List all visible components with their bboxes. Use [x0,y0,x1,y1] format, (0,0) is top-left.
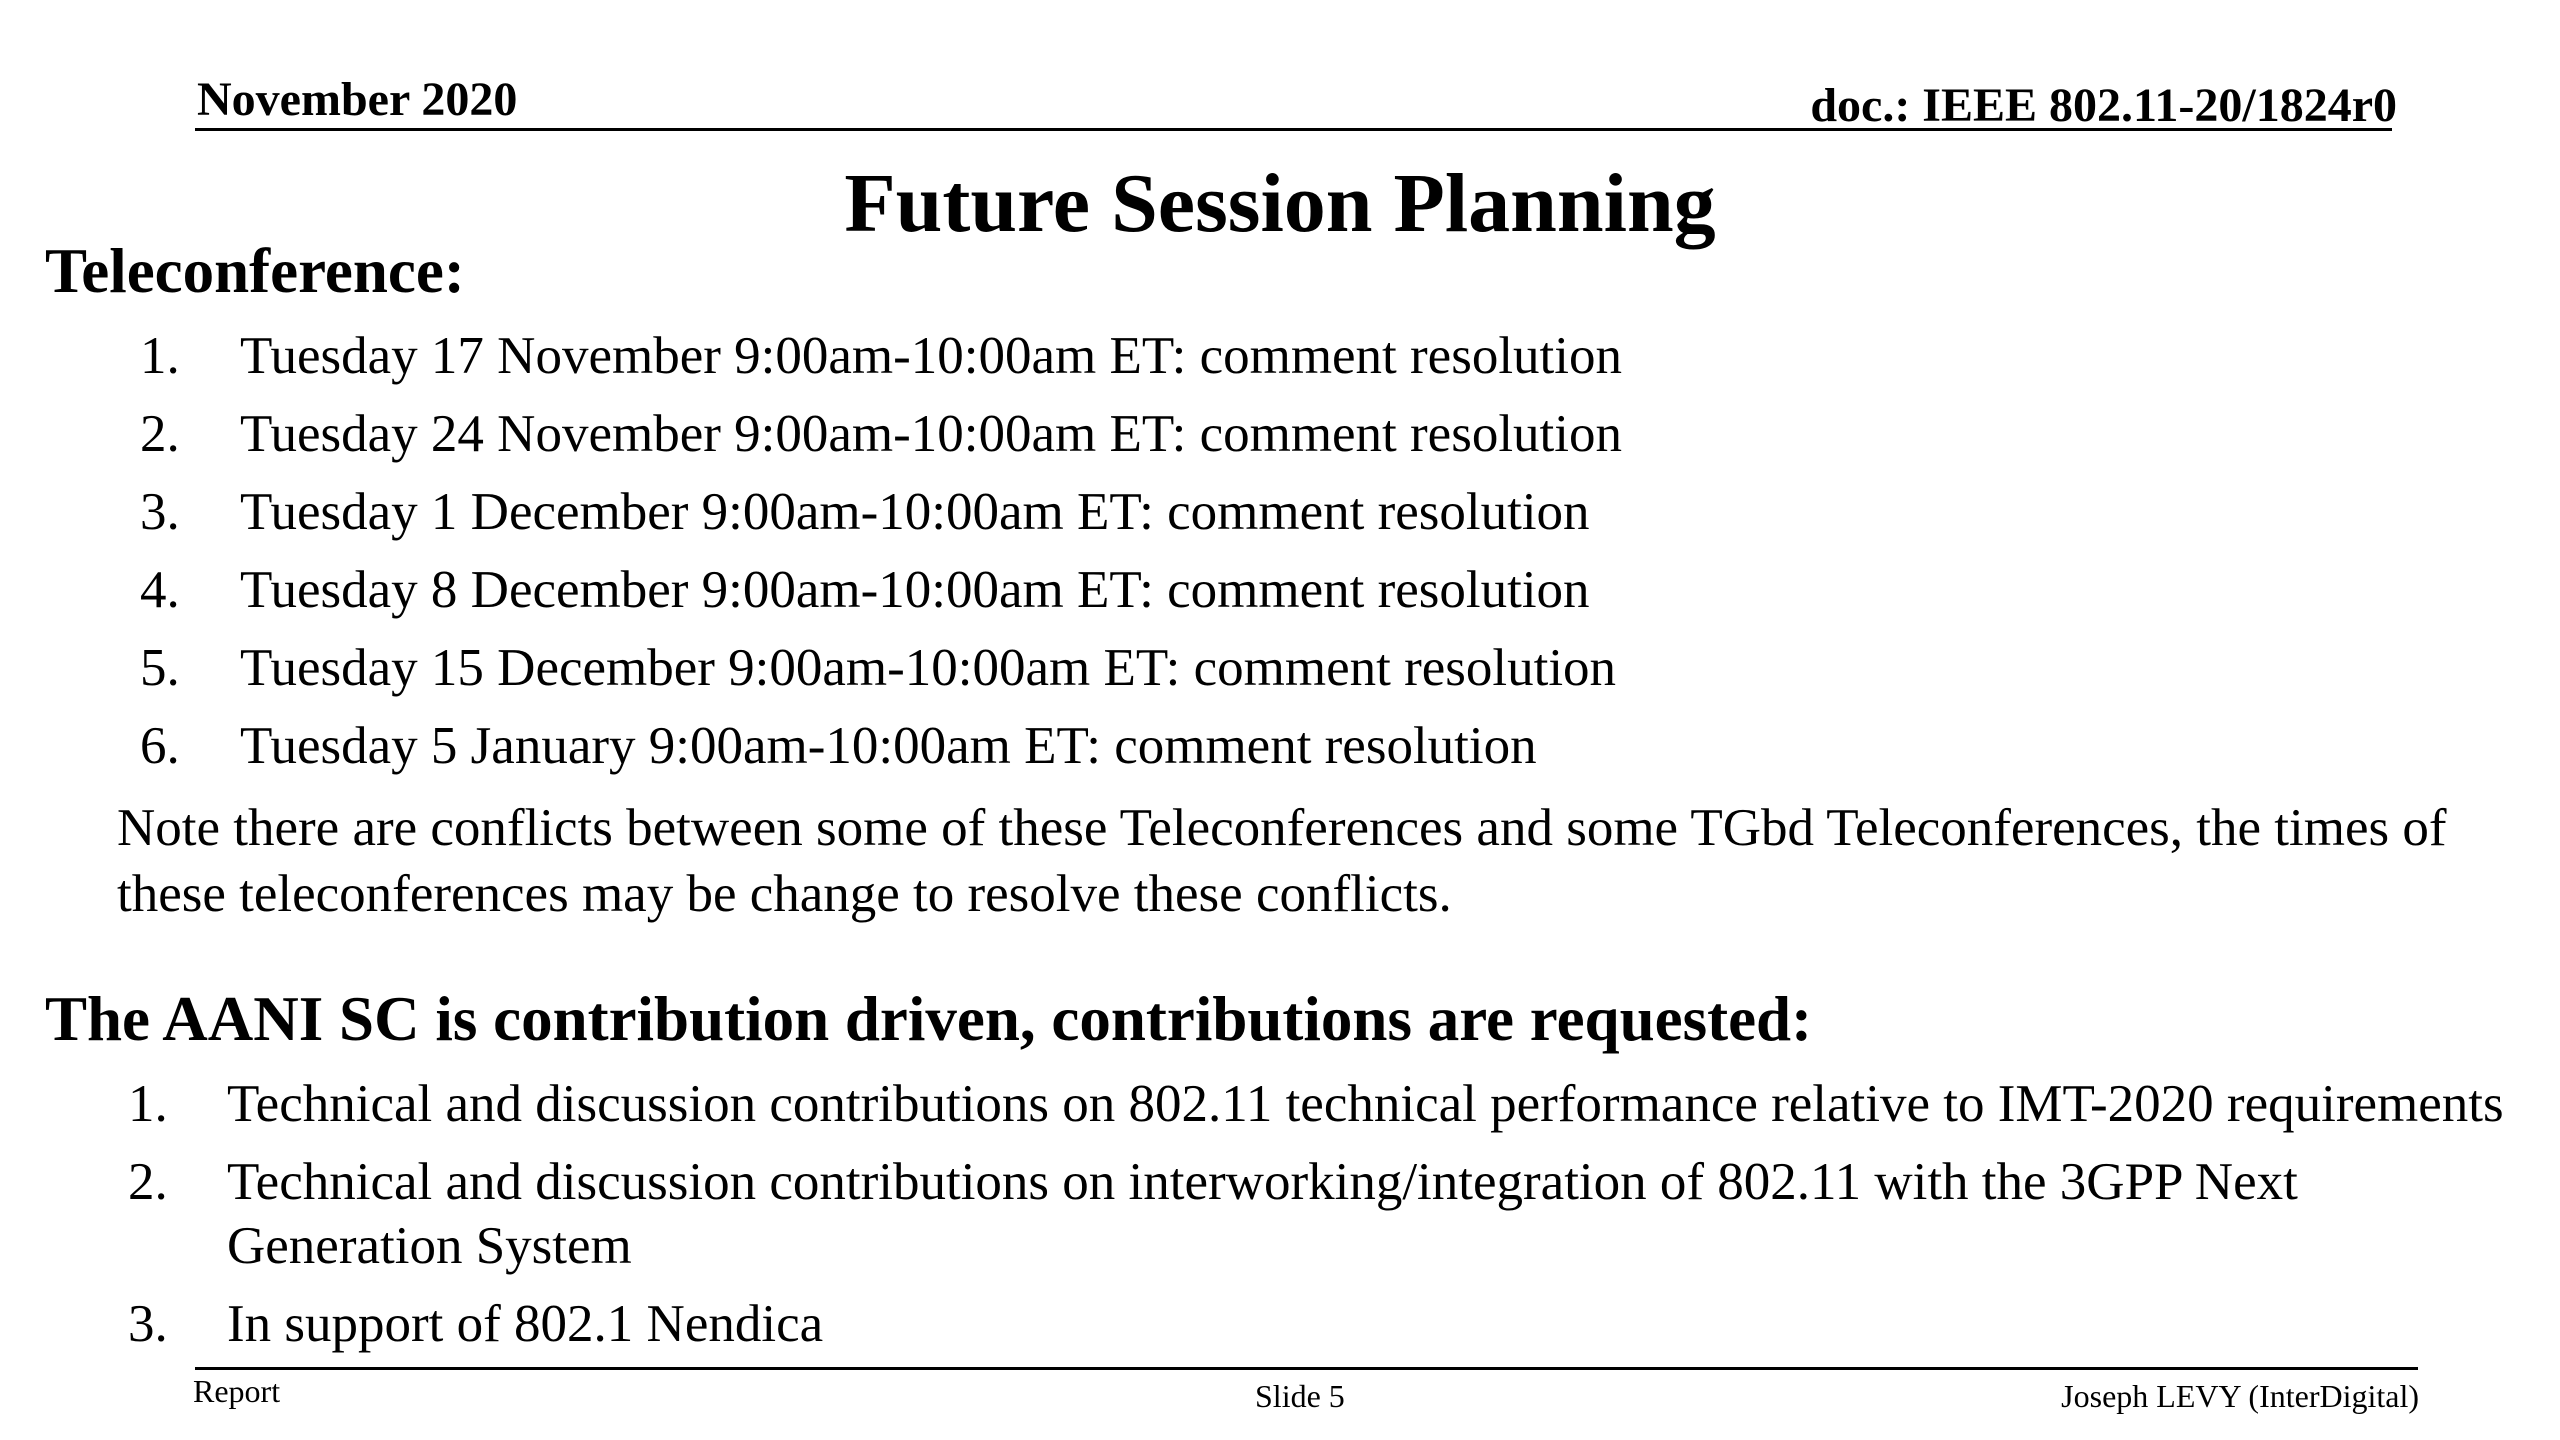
list-item-text: Tuesday 24 November 9:00am-10:00am ET: comment resolution [240,405,1623,463]
list-item-number: 3. [140,483,180,541]
list-item-number: 4. [140,561,180,619]
list-item-number: 3. [128,1295,168,1353]
list-item-text: In support of 802.1 Nendica [227,1295,824,1353]
slide-title: Future Session Planning [844,157,1716,250]
header-date: November 2020 [197,73,518,126]
list-item-number: 1. [128,1075,168,1133]
list-item-text: Tuesday 8 December 9:00am-10:00am ET: comment resolution [240,561,1590,619]
list-item-text: Technical and discussion contributions on interworking/integration of 802.11 with the 3GPP Next [227,1153,2298,1211]
list-item-text: Tuesday 17 November 9:00am-10:00am ET: comment resolution [240,327,1623,385]
header-divider [195,128,2392,131]
header-doc-id: doc.: IEEE 802.11-20/1824r0 [1810,79,2397,132]
list-item-number: 5. [140,639,180,697]
list-item-number: 2. [128,1153,168,1211]
footer-left: Report [193,1373,281,1409]
list-item-number: 6. [140,717,180,775]
footer-author: Joseph LEVY (InterDigital) [2061,1378,2419,1414]
list-item-text-continued: Generation System [227,1217,632,1275]
list-item-number: 2. [140,405,180,463]
list-item-text: Technical and discussion contributions on 802.11 technical performance relative to IMT-2020 requirements [227,1075,2504,1133]
footer-slide-number: Slide 5 [1255,1378,1345,1414]
teleconference-heading: Teleconference: [45,236,465,306]
contributions-heading: The AANI SC is contribution driven, contributions are requested: [45,984,1813,1054]
footer-divider [195,1367,2418,1370]
list-item-text: Tuesday 1 December 9:00am-10:00am ET: comment resolution [240,483,1590,541]
list-item-text: Tuesday 15 December 9:00am-10:00am ET: comment resolution [240,639,1617,697]
teleconference-note: Note there are conflicts between some of these Teleconferences and some TGbd Teleconferences, the times of these teleconferences may be change to resolve these conflicts. [117,799,2447,923]
list-item-text: Tuesday 5 January 9:00am-10:00am ET: comment resolution [240,717,1537,775]
list-item-number: 1. [140,327,180,385]
